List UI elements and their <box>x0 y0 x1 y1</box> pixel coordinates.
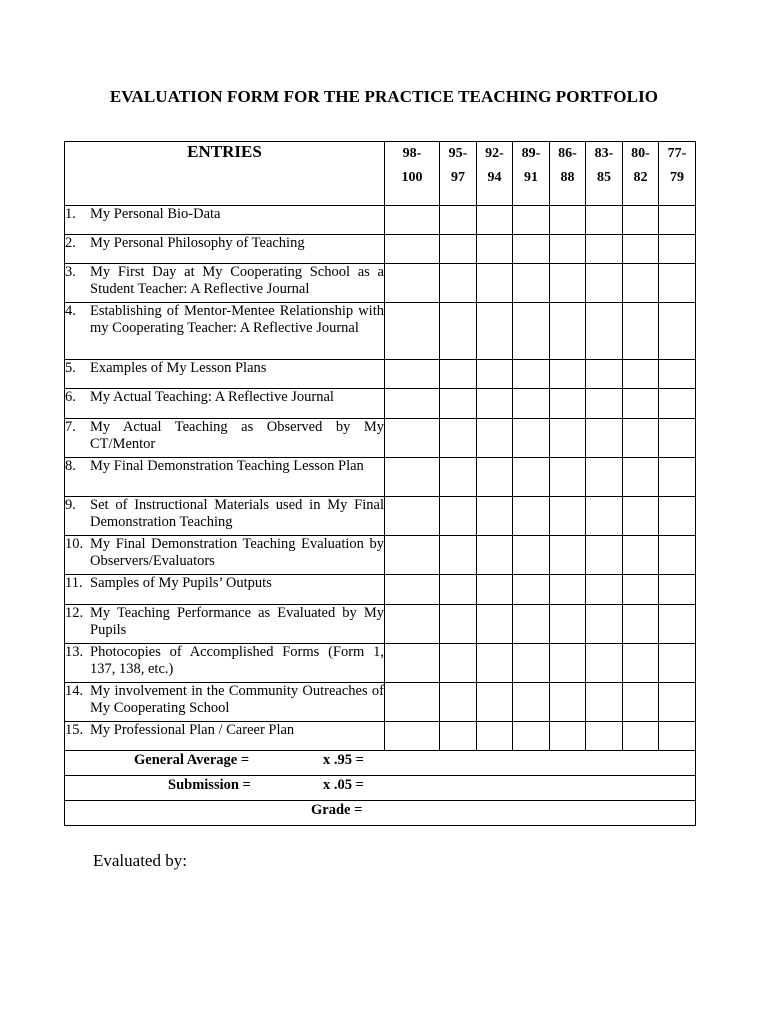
score-cell[interactable] <box>586 536 623 575</box>
entry-text: My involvement in the Community Outreaches of My Cooperating School <box>90 683 384 716</box>
table-row <box>65 575 696 605</box>
score-cell[interactable] <box>659 605 696 644</box>
table-row <box>65 360 696 389</box>
score-cell[interactable] <box>659 303 696 360</box>
score-cell[interactable] <box>513 264 550 303</box>
score-cell[interactable] <box>550 360 586 389</box>
score-cell[interactable] <box>385 303 440 360</box>
score-cell[interactable] <box>550 605 586 644</box>
score-cell[interactable] <box>623 605 659 644</box>
grade-label: Grade = <box>311 802 363 818</box>
score-cell[interactable] <box>623 536 659 575</box>
score-cell[interactable] <box>586 605 623 644</box>
entry-cell <box>65 389 385 419</box>
score-cell[interactable] <box>440 264 477 303</box>
table-row <box>65 644 696 683</box>
score-cell[interactable] <box>623 575 659 605</box>
score-cell[interactable] <box>440 303 477 360</box>
score-cell[interactable] <box>550 722 586 751</box>
score-range-header: 98- 100 <box>385 142 440 206</box>
entry-text: Samples of My Pupils’ Outputs <box>90 575 272 591</box>
score-cell[interactable] <box>623 264 659 303</box>
entry-cell <box>65 206 385 235</box>
table-row <box>65 497 696 536</box>
score-cell[interactable] <box>659 235 696 264</box>
entry-number: 5. <box>65 360 76 376</box>
score-cell[interactable] <box>513 605 550 644</box>
score-cell[interactable] <box>385 419 440 458</box>
entry-text: My Actual Teaching as Observed by My CT/Mentor <box>90 419 384 452</box>
score-cell[interactable] <box>623 389 659 419</box>
score-cell[interactable] <box>586 644 623 683</box>
score-cell[interactable] <box>586 575 623 605</box>
score-cell[interactable] <box>586 497 623 536</box>
score-cell[interactable] <box>659 722 696 751</box>
score-cell[interactable] <box>623 644 659 683</box>
table-row <box>65 722 696 751</box>
score-cell[interactable] <box>550 206 586 235</box>
score-cell[interactable] <box>477 235 513 264</box>
score-cell[interactable] <box>440 536 477 575</box>
score-cell[interactable] <box>550 497 586 536</box>
score-cell[interactable] <box>623 722 659 751</box>
score-cell[interactable] <box>513 360 550 389</box>
score-cell[interactable] <box>659 264 696 303</box>
entry-cell <box>65 235 385 264</box>
score-cell[interactable] <box>513 683 550 722</box>
score-cell[interactable] <box>550 264 586 303</box>
score-cell[interactable] <box>550 389 586 419</box>
score-cell[interactable] <box>586 683 623 722</box>
score-cell[interactable] <box>586 264 623 303</box>
score-range-header: 95- 97 <box>440 142 477 206</box>
score-cell[interactable] <box>659 683 696 722</box>
score-cell[interactable] <box>385 235 440 264</box>
general-average-row <box>65 751 696 776</box>
score-cell[interactable] <box>477 389 513 419</box>
score-cell[interactable] <box>440 722 477 751</box>
entry-cell <box>65 264 385 303</box>
score-range-header: 77- 79 <box>659 142 696 206</box>
score-cell[interactable] <box>659 389 696 419</box>
entry-cell <box>65 458 385 497</box>
entry-cell <box>65 722 385 751</box>
score-cell[interactable] <box>477 360 513 389</box>
entry-cell <box>65 683 385 722</box>
score-cell[interactable] <box>385 497 440 536</box>
entry-number: 11. <box>65 575 83 591</box>
score-range-header: 80- 82 <box>623 142 659 206</box>
score-cell[interactable] <box>477 303 513 360</box>
score-cell[interactable] <box>659 497 696 536</box>
submission-factor: x .05 = <box>323 777 364 793</box>
score-cell[interactable] <box>477 575 513 605</box>
score-cell[interactable] <box>440 235 477 264</box>
entry-number: 8. <box>65 458 76 474</box>
entry-text: My Final Demonstration Teaching Lesson Plan <box>90 458 364 474</box>
entry-text: My Professional Plan / Career Plan <box>90 722 295 738</box>
submission-label: Submission = <box>168 777 251 793</box>
score-cell[interactable] <box>477 497 513 536</box>
score-cell[interactable] <box>659 419 696 458</box>
entry-text: Set of Instructional Materials used in My Final Demonstration Teaching <box>90 497 384 530</box>
form-title: EVALUATION FORM FOR THE PRACTICE TEACHING PORTFOLIO <box>109 87 659 106</box>
entry-number: 4. <box>65 303 76 319</box>
entry-number: 3. <box>65 264 76 280</box>
score-cell[interactable] <box>440 644 477 683</box>
entry-cell <box>65 536 385 575</box>
general-average-cell <box>65 751 696 776</box>
score-cell[interactable] <box>440 605 477 644</box>
score-cell[interactable] <box>586 235 623 264</box>
score-cell[interactable] <box>477 722 513 751</box>
score-cell[interactable] <box>440 360 477 389</box>
entry-text: My Personal Philosophy of Teaching <box>90 235 305 251</box>
submission-row <box>65 776 696 801</box>
score-cell[interactable] <box>385 458 440 497</box>
entry-text: My Teaching Performance as Evaluated by My Pupils <box>90 605 384 638</box>
score-cell[interactable] <box>477 536 513 575</box>
score-cell[interactable] <box>623 303 659 360</box>
score-cell[interactable] <box>659 206 696 235</box>
score-cell[interactable] <box>623 235 659 264</box>
table-row <box>65 605 696 644</box>
entry-cell <box>65 605 385 644</box>
score-cell[interactable] <box>477 683 513 722</box>
score-cell[interactable] <box>623 683 659 722</box>
score-range-header: 83- 85 <box>586 142 623 206</box>
entries-header: ENTRIES <box>65 142 385 206</box>
score-cell[interactable] <box>385 360 440 389</box>
score-cell[interactable] <box>477 458 513 497</box>
score-cell[interactable] <box>586 458 623 497</box>
entry-text: Examples of My Lesson Plans <box>90 360 267 376</box>
score-cell[interactable] <box>513 419 550 458</box>
entry-number: 10. <box>65 536 84 552</box>
table-row <box>65 419 696 458</box>
score-cell[interactable] <box>550 575 586 605</box>
score-cell[interactable] <box>477 605 513 644</box>
grade-cell <box>65 801 696 826</box>
score-cell[interactable] <box>550 458 586 497</box>
entry-number: 13. <box>65 644 84 660</box>
score-cell[interactable] <box>477 264 513 303</box>
score-cell[interactable] <box>586 360 623 389</box>
score-cell[interactable] <box>513 303 550 360</box>
score-cell[interactable] <box>659 575 696 605</box>
score-cell[interactable] <box>513 644 550 683</box>
score-cell[interactable] <box>513 497 550 536</box>
general-average-label: General Average = <box>134 752 250 768</box>
entry-number: 15. <box>65 722 84 738</box>
score-cell[interactable] <box>550 235 586 264</box>
table-row <box>65 206 696 235</box>
entry-number: 9. <box>65 497 76 513</box>
header-row <box>65 142 696 206</box>
table-row <box>65 536 696 575</box>
score-cell[interactable] <box>513 575 550 605</box>
score-range-header: 89- 91 <box>513 142 550 206</box>
score-cell[interactable] <box>385 605 440 644</box>
score-cell[interactable] <box>550 536 586 575</box>
entry-number: 12. <box>65 605 84 621</box>
entry-number: 1. <box>65 206 76 222</box>
score-cell[interactable] <box>385 644 440 683</box>
table-row <box>65 235 696 264</box>
score-cell[interactable] <box>623 497 659 536</box>
score-cell[interactable] <box>385 722 440 751</box>
score-cell[interactable] <box>623 360 659 389</box>
score-cell[interactable] <box>586 389 623 419</box>
score-cell[interactable] <box>623 458 659 497</box>
score-cell[interactable] <box>659 536 696 575</box>
score-cell[interactable] <box>385 575 440 605</box>
entry-text: My First Day at My Cooperating School as a Student Teacher: A Reflective Journal <box>90 264 384 297</box>
entry-text: My Personal Bio-Data <box>90 206 221 222</box>
score-cell[interactable] <box>513 722 550 751</box>
entry-number: 14. <box>65 683 84 699</box>
entry-cell <box>65 497 385 536</box>
score-cell[interactable] <box>586 722 623 751</box>
score-cell[interactable] <box>513 536 550 575</box>
score-cell[interactable] <box>477 419 513 458</box>
score-range-header: 86- 88 <box>550 142 586 206</box>
grade-row <box>65 801 696 826</box>
score-cell[interactable] <box>440 575 477 605</box>
score-cell[interactable] <box>513 235 550 264</box>
score-cell[interactable] <box>385 683 440 722</box>
evaluated-by-label: Evaluated by: <box>93 851 187 870</box>
score-cell[interactable] <box>550 644 586 683</box>
score-cell[interactable] <box>477 206 513 235</box>
score-cell[interactable] <box>477 644 513 683</box>
table-row <box>65 683 696 722</box>
submission-cell <box>65 776 696 801</box>
entry-cell <box>65 575 385 605</box>
score-cell[interactable] <box>623 206 659 235</box>
score-cell[interactable] <box>513 206 550 235</box>
entry-cell <box>65 303 385 360</box>
score-cell[interactable] <box>440 419 477 458</box>
table-row <box>65 458 696 497</box>
score-cell[interactable] <box>659 360 696 389</box>
score-cell[interactable] <box>440 389 477 419</box>
score-cell[interactable] <box>440 683 477 722</box>
table-row <box>65 303 696 360</box>
table-row <box>65 264 696 303</box>
entry-text: My Actual Teaching: A Reflective Journal <box>90 389 334 405</box>
table-row <box>65 389 696 419</box>
score-cell[interactable] <box>385 389 440 419</box>
score-cell[interactable] <box>385 206 440 235</box>
score-cell[interactable] <box>440 497 477 536</box>
entry-number: 6. <box>65 389 76 405</box>
entry-text: Photocopies of Accomplished Forms (Form 1, 137, 138, etc.) <box>90 644 384 677</box>
score-range-header: 92- 94 <box>477 142 513 206</box>
entry-number: 2. <box>65 235 76 251</box>
score-cell[interactable] <box>385 264 440 303</box>
entry-cell <box>65 644 385 683</box>
score-cell[interactable] <box>513 389 550 419</box>
entry-text: My Final Demonstration Teaching Evaluation by Observers/Evaluators <box>90 536 384 569</box>
score-cell[interactable] <box>586 419 623 458</box>
score-cell[interactable] <box>385 536 440 575</box>
score-cell[interactable] <box>659 458 696 497</box>
entry-number: 7. <box>65 419 76 435</box>
score-cell[interactable] <box>440 206 477 235</box>
score-cell[interactable] <box>623 419 659 458</box>
general-average-factor: x .95 = <box>323 752 364 768</box>
score-cell[interactable] <box>550 303 586 360</box>
score-cell[interactable] <box>586 206 623 235</box>
evaluation-table <box>64 141 696 826</box>
score-cell[interactable] <box>513 458 550 497</box>
entry-cell <box>65 360 385 389</box>
entry-text: Establishing of Mentor-Mentee Relationship with my Cooperating Teacher: A Reflective Journal <box>90 303 384 336</box>
entry-cell <box>65 419 385 458</box>
score-cell[interactable] <box>550 419 586 458</box>
score-cell[interactable] <box>440 458 477 497</box>
score-cell[interactable] <box>586 303 623 360</box>
score-cell[interactable] <box>659 644 696 683</box>
score-cell[interactable] <box>550 683 586 722</box>
